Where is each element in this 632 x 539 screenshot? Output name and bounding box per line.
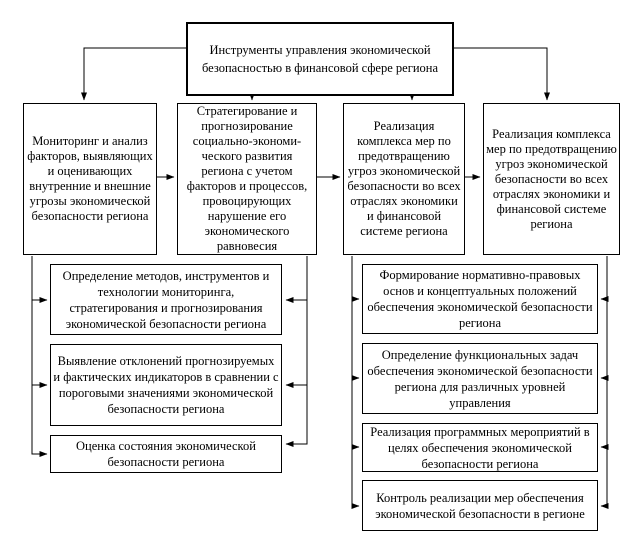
node-monitoring-analysis: Мониторинг и анализ факторов, выявляющих и оценивающих внутренние и внешние угрозы экономической безопасности региона <box>23 103 157 255</box>
node-instruments-title: Инструменты управления экономической безопасностью в финансовой сфере региона <box>186 22 454 96</box>
node-legal-framework: Формирование нормативно-правовых основ и концептуальных положений обеспечения экономической безопасности региона <box>362 264 598 334</box>
node-functional-tasks: Определение функциональных задач обеспечения экономической безопасности региона для различных уровней управления <box>362 343 598 414</box>
node-threat-prevention-measures-2: Реализация комплекса мер по предотвращению угроз экономической безопасности во всех отраслях экономики и финансовой системе региона <box>483 103 620 255</box>
node-control-measures: Контроль реализации мер обеспечения экономической безопасности в регионе <box>362 480 598 531</box>
node-state-assessment: Оценка состояния экономической безопасности региона <box>50 435 282 473</box>
node-methods-definition: Определение методов, инструментов и технологии мониторинга, стратегирования и прогнозирования экономической безопасности региона <box>50 264 282 335</box>
node-program-activities: Реализация программных мероприятий в целях обеспечения экономической безопасности региона <box>362 423 598 472</box>
node-threat-prevention-measures-1: Реализация комплекса мер по предотвращению угроз экономической безопасности во всех отраслях экономики и финансовой системе региона <box>343 103 465 255</box>
node-strategizing-forecasting: Стратегирование и прогнозирование социально-экономи-ческого развития региона с учетом факторов и процессов, провоцирующих нарушение его экономического равновесия <box>177 103 317 255</box>
node-deviations-identification: Выявление отклонений прогнозируемых и фактических индикаторов в сравнении с пороговыми значениями экономической безопасности региона <box>50 344 282 426</box>
